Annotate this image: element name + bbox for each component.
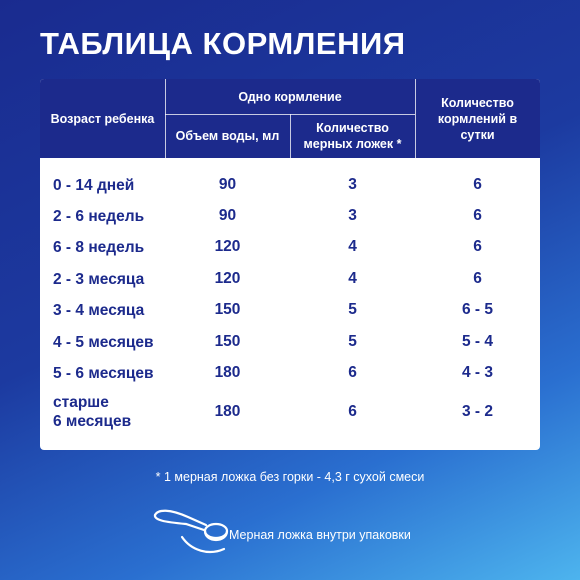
cell-age: 3 - 4 месяца [53, 301, 145, 319]
cell-feedings: 4 - 3 [461, 364, 493, 381]
footnote: * 1 мерная ложка без горки - 4,3 г сухой смеси [155, 470, 425, 484]
cell-spoons: 5 [348, 333, 357, 350]
cell-water: 150 [214, 301, 241, 318]
cell-feedings: 3 - 2 [461, 403, 493, 420]
cell-feedings: 6 [473, 207, 482, 224]
header-divider [165, 79, 166, 158]
header-single-feeding: Одно кормление [238, 90, 342, 104]
cell-water: 90 [218, 207, 237, 224]
cell-spoons: 5 [348, 301, 357, 318]
table-row [40, 357, 540, 389]
page-title: ТАБЛИЦА КОРМЛЕНИЯ [40, 26, 406, 61]
cell-feedings: 6 - 5 [461, 301, 493, 318]
cell-age: 4 - 5 месяцев [53, 333, 154, 351]
header-divider [290, 114, 291, 158]
spoon-note: Мерная ложка внутри упаковки [229, 528, 411, 542]
cell-age: 2 - 6 недель [53, 207, 145, 225]
header-age: Возраст ребенка [50, 111, 155, 126]
cell-feedings: 5 - 4 [461, 333, 493, 350]
cell-spoons: 3 [348, 207, 357, 224]
measuring-spoon-icon [150, 497, 230, 557]
cell-feedings: 6 [473, 270, 482, 287]
header-divider [415, 79, 416, 158]
table-header [40, 79, 540, 158]
cell-age: 5 - 6 месяцев [53, 364, 154, 382]
cell-spoons: 4 [348, 270, 357, 287]
header-divider [165, 114, 415, 115]
table-row [40, 231, 540, 263]
cell-water: 120 [214, 238, 241, 255]
header-feedings-per-day: Количество кормлений в сутки [437, 95, 518, 142]
cell-feedings: 6 [473, 238, 482, 255]
cell-age: 0 - 14 дней [53, 176, 135, 194]
cell-feedings: 6 [473, 176, 482, 193]
cell-water: 180 [214, 403, 241, 420]
table-row [40, 294, 540, 326]
cell-spoons: 6 [348, 364, 357, 381]
cell-age-line: 6 месяцев [53, 413, 132, 430]
cell-age: 2 - 3 месяца [53, 270, 145, 288]
cell-water: 180 [214, 364, 241, 381]
header-spoons: Количество мерных ложек * [303, 121, 402, 151]
cell-spoons: 6 [348, 403, 357, 420]
table-row [40, 263, 540, 295]
cell-age-line: старше [53, 394, 109, 411]
table-row [40, 169, 540, 201]
cell-water: 90 [218, 176, 237, 193]
table-row [40, 326, 540, 358]
cell-age: 6 - 8 недель [53, 238, 145, 256]
table-row [40, 200, 540, 232]
cell-spoons: 3 [348, 176, 357, 193]
cell-water: 150 [214, 333, 241, 350]
feeding-table [40, 79, 540, 450]
cell-spoons: 4 [348, 238, 357, 255]
header-water-volume: Объем воды, мл [175, 129, 280, 143]
cell-water: 120 [214, 270, 241, 287]
table-row [40, 390, 540, 434]
